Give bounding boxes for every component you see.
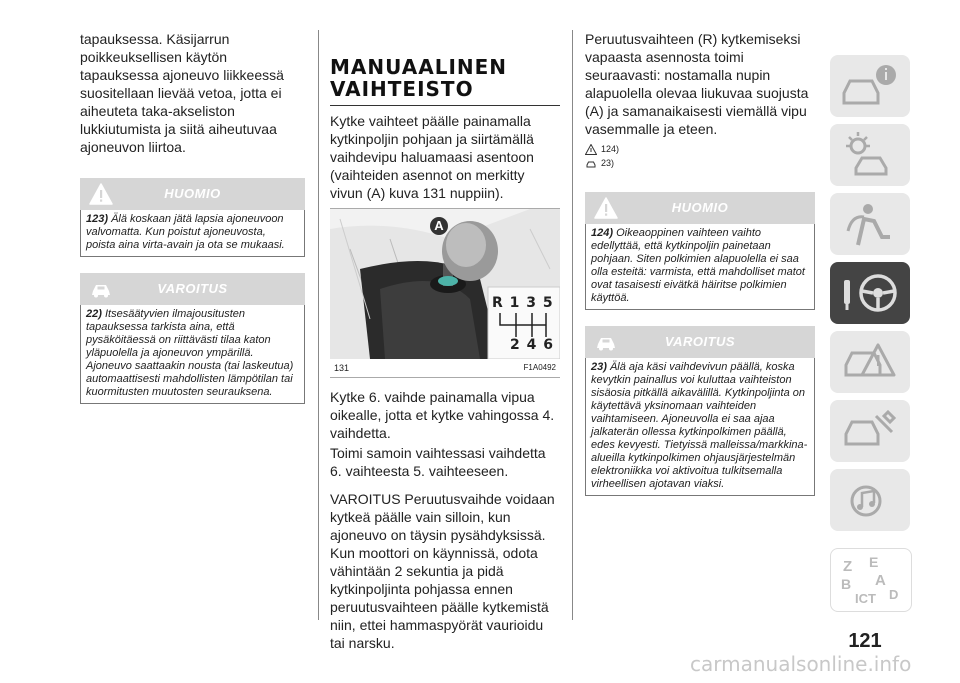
warning-text-2: Älä aja käsi vaihdevivun päällä, koska kevytkin painallus voi kuluttaa vaihteiston sisäosia pitkällä aikavälillä. Kytkinpoljinta on käytettävä yksinomaan vaihteiden vaihtamiseen. Ajoneuvolla ei saa ajaa jalkaterän ollessa kytkinpolkimen päällä, edes kevyesti. Tietyissä malleissa/markkina-alueilla kytkinpolkimen ohjausjärjestelmän elektroniikka voi aktivoitua tulkitsemalla virheellisen ajotavan viaksi. — [591, 361, 808, 490]
column-3 — [585, 0, 815, 496]
shift-pattern-row1: R 1 3 5 — [492, 295, 554, 311]
maintenance-car-wrench-icon — [838, 404, 902, 458]
reverse-gear-paragraph: Peruutusvaihteen (R) kytkemiseksi vapaasta asennosta toimi seuraavasti: nostamalla nupin alapuolella olevaa liukuvaa suojusta (A) ja samanaikaisesti viemällä vipu vasemmalle ja eteen. — [585, 31, 809, 137]
sixth-gear-paragraph: Kytke 6. vaihde painamalla vipua oikealle, jotta et kytke vahingossa 4. vaihdetta. — [330, 389, 555, 441]
svg-text:B: B — [841, 576, 852, 592]
tab-safety[interactable] — [830, 193, 910, 255]
shift-instructions: Kytke vaihteet päälle painamalla kytkinpoljin pohjaan ja siirtämällä vaihdevipu haluamaasi asentoon (vaihteiden asennot on merkitty vivun (A) kuva 131 nuppiin). — [330, 113, 534, 201]
emergency-car-icon — [838, 335, 902, 389]
tab-starting-and-driving[interactable] — [830, 262, 910, 324]
warning-triangle-small-icon — [585, 144, 597, 155]
svg-text:D: D — [889, 587, 899, 602]
note-title-2: HUOMIO — [671, 200, 729, 215]
warning-header — [80, 273, 305, 305]
svg-text:A: A — [875, 572, 886, 589]
warning-lights-icon — [838, 128, 902, 182]
note-number-2: 124) — [591, 227, 614, 239]
figure-code: F1A0492 — [523, 363, 556, 372]
tab-warning-lights[interactable] — [830, 124, 910, 186]
car-info-icon — [838, 59, 902, 113]
column-1 — [80, 0, 305, 404]
warning-title: VAROITUS — [157, 281, 228, 296]
reference-23-label: 23) — [601, 158, 615, 168]
multimedia-note-icon — [838, 473, 902, 527]
tab-emergency[interactable] — [830, 331, 910, 393]
alphabet-index-icon — [839, 553, 903, 607]
label-a-marker: A — [430, 217, 448, 235]
gear-lever-figure — [330, 208, 560, 378]
fifth-gear-paragraph: Toimi samoin vaihtessasi vaihdetta 6. vaihteesta 5. vaihteeseen. — [330, 445, 546, 479]
column-2 — [330, 0, 560, 652]
reference-124-label: 124) — [601, 144, 620, 154]
section-title-line2: VAIHTEISTO — [330, 77, 474, 101]
note-number: 123) — [86, 213, 109, 225]
warning-body-2 — [585, 358, 815, 496]
tab-index[interactable] — [830, 548, 912, 612]
warning-text: Itsesäätyvien ilmajousitusten tapauksessa tarkista aina, että pysäköitäessä on riittävästi tilaa katon yläpuolella ja ajoneuvon ympärillä. Ajoneuvo saattaakin nousta (tai laskeutua) automaattisesti mahdollisten lämpötilan tai kuormitusten muutosten seurauksena. — [86, 308, 294, 398]
column-separator — [318, 30, 319, 620]
reference-124 — [585, 142, 815, 156]
note-body-2 — [585, 224, 815, 310]
figure-number: 131 — [334, 363, 350, 373]
warning-header-2 — [585, 326, 815, 358]
note-text: Älä koskaan jätä lapsia ajoneuvoon valvomatta. Kun poistut ajoneuvosta, poista aina virta-avain ja ota se mukaasi. — [86, 213, 285, 251]
page-number: 121 — [848, 630, 882, 652]
tab-maintenance[interactable] — [830, 400, 910, 462]
car-warning-small-icon — [585, 158, 597, 169]
section-title-line1: MANUAALINEN — [330, 55, 508, 79]
section-heading — [330, 56, 560, 106]
reference-23 — [585, 156, 815, 170]
intro-paragraph: tapauksessa. Käsijarrun poikkeuksellisen käytön tapauksessa ajoneuvo liikkeessä suositellaan lievää vetoa, jotta ei aiheuteta taka-akseliston lukkiutumista ja siitä aiheutuvaa ajoneuvon liirtoa. — [80, 31, 284, 155]
tab-dashboard-info[interactable] — [830, 55, 910, 117]
note-box-123 — [80, 178, 305, 257]
warning-box-22 — [80, 273, 305, 404]
airbag-person-icon — [838, 197, 902, 251]
tab-multimedia[interactable] — [830, 469, 910, 531]
svg-text:Z: Z — [843, 558, 853, 575]
column-separator-2 — [572, 30, 573, 620]
svg-text:ICT: ICT — [855, 591, 876, 606]
note-title: HUOMIO — [164, 186, 221, 201]
warning-title-2: VAROITUS — [664, 334, 736, 349]
reverse-warning-paragraph: VAROITUS Peruutusvaihde voidaan kytkeä päälle vain silloin, kun ajoneuvo on täysin pysähdyksissä. Kun moottori on käynnissä, odota vähintään 2 sekuntia ja pidä kytkinpoljinta pohjassa ennen peruutusvaihteen päälle kytkemistä niin, ettei hammaspyörät vaurioidu tai narsku. — [330, 491, 555, 651]
note-header-2 — [585, 192, 815, 224]
warning-number-2: 23) — [591, 361, 607, 373]
warning-box-23 — [585, 326, 815, 496]
note-text-2: Oikeaoppinen vaihteen vaihto edellyttää, että kytkinpoljin painetaan pohjaan. Siten polkimien alapuolella ei saa olla esteitä: varmista, että mahdolliset matot ovat tasaisesti eivätkä häiritse polkimien käyttöä. — [591, 227, 805, 304]
svg-text:E: E — [869, 554, 879, 570]
watermark-text: carmanualsonline.info — [690, 652, 912, 676]
steering-wheel-key-icon — [838, 266, 902, 320]
note-body — [80, 210, 305, 257]
note-header — [80, 178, 305, 210]
warning-number: 22) — [86, 308, 102, 320]
shift-pattern-row2: 2 4 6 — [510, 337, 554, 353]
warning-body — [80, 305, 305, 404]
note-box-124 — [585, 192, 815, 310]
shift-pattern-lines — [494, 313, 554, 337]
